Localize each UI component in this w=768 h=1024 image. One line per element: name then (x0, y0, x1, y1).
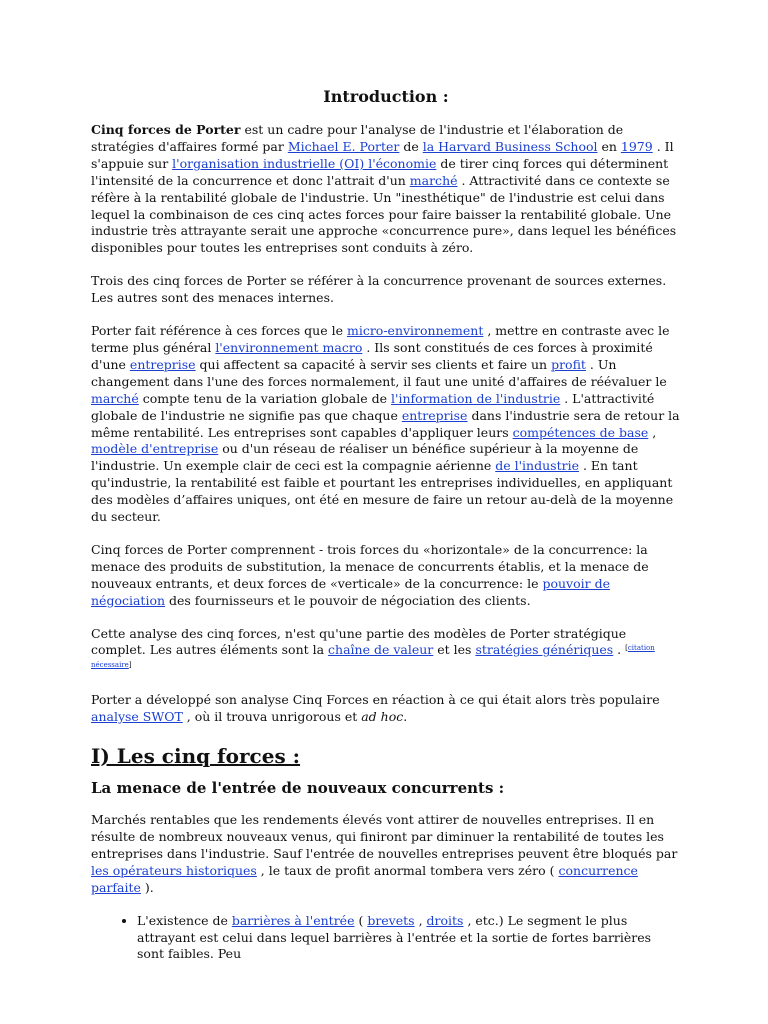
text: , etc.) Le segment le plus attrayant est celui dans lequel barrières à l'entrée et la sortie de fortes barrières sont faibles. Peu (137, 912, 652, 962)
link-entreprise[interactable]: entreprise (129, 356, 196, 372)
text: et les (433, 642, 476, 658)
text: Cinq forces de Porter comprennent - trois forces du «horizontale» de la concurrence: la menace des produits de substitution, la menace de concurrents établis, et la menace de nouveaux entrants, et deux forces de «verticale» de la concurrence: le (91, 541, 649, 591)
text: . En tant qu'industrie, la rentabilité est faible et pourtant les entreprises individuelles, en appliquant des modèles d’affaires uniques, ont été en mesure de faire un retour au-delà de la moyenne du secteur. (91, 458, 674, 525)
text: qui affectent sa capacité à servir ses clients et faire un (195, 356, 552, 372)
link-analyse-swot[interactable]: analyse SWOT (91, 709, 183, 725)
link-organisation-industrielle[interactable]: l'organisation industrielle (OI) l'économie (172, 155, 437, 171)
link-droits[interactable]: droits (426, 912, 464, 928)
link-harvard[interactable]: la Harvard Business School (422, 138, 598, 154)
link-marche-2[interactable]: marché (91, 390, 139, 406)
text: des fournisseurs et le pouvoir de négociation des clients. (165, 592, 531, 608)
link-pouvoir-de-negociation[interactable]: pouvoir de négociation (91, 575, 610, 608)
link-strategies-generiques[interactable]: stratégies génériques (475, 642, 614, 658)
link-citation-necessaire[interactable]: citation nécessaire (91, 644, 655, 670)
link-entreprise-2[interactable]: entreprise (401, 407, 468, 423)
text: , mettre en contraste avec le terme plus général (91, 323, 670, 355)
link-de-l-industrie[interactable]: de l'industrie (495, 458, 579, 474)
text: , où il trouva unrigorous et (182, 709, 362, 725)
link-1979[interactable]: 1979 (620, 138, 653, 154)
bold-term: Cinq forces de Porter (91, 122, 241, 137)
text: en (597, 138, 621, 154)
text: . Un changement dans l'une des forces normalement, il faut une unité d'affaires de réévaluer le (91, 356, 667, 389)
text: ou d'un réseau de réaliser un bénéfice supérieur à la moyenne de l'industrie. Un exemple clair de ceci est la compagnie aérienne (91, 441, 639, 474)
text: est un cadre pour l'analyse de l'industrie et l'élaboration de stratégies d'affaires formé par (91, 122, 624, 154)
paragraph-swot (91, 692, 681, 726)
link-environnement-macro[interactable]: l'environnement macro (215, 339, 363, 355)
text: Porter a développé son analyse Cinq Forces en réaction à ce qui était alors très populaire (91, 692, 660, 708)
text: Porter fait référence à ces forces que le (91, 323, 347, 339)
text: . Il s'appuie sur (91, 138, 674, 171)
list-item (137, 913, 681, 964)
text: . (403, 709, 408, 725)
link-barrieres-entree[interactable]: barrières à l'entrée (231, 912, 355, 928)
paragraph-intro (91, 122, 681, 257)
paragraph-five-forces-list (91, 542, 681, 610)
page-title: Introduction : (323, 87, 449, 106)
link-operateurs-historiques[interactable]: les opérateurs historiques (91, 862, 257, 878)
paragraph-strategic-model (91, 626, 681, 677)
subsection-heading: La menace de l'entrée de nouveaux concurrents : (91, 779, 505, 798)
link-concurrence-parfaite[interactable]: concurrence parfaite (91, 862, 638, 895)
text: ). (140, 879, 154, 895)
document-page (91, 86, 681, 963)
text: . Ils sont constitués de ces forces à proximité d'une (91, 339, 653, 372)
text: L'existence de (137, 912, 232, 928)
link-competences-de-base[interactable]: compétences de base (512, 424, 649, 440)
text: dans l'industrie sera de retour la même rentabilité. Les entreprises sont capables d'appliquer leurs (91, 407, 680, 440)
text: , (648, 424, 657, 440)
text: Marchés rentables que les rendements élevés vont attirer de nouvelles entreprises. Il en résulte de nombreux nouveaux venus, qui finiront par diminuer la rentabilité de toutes les entreprises dans l'industrie. Sauf l'entrée de nouvelles entreprises peuvent être bloqués par (91, 812, 678, 861)
text: compte tenu de la variation globale de (138, 390, 392, 406)
text: , le taux de profit anormal tombera vers zéro ( (256, 862, 559, 878)
link-brevets[interactable]: brevets (367, 912, 415, 928)
link-micro-environnement[interactable]: micro-environnement (346, 323, 484, 339)
paragraph-micro-environment (91, 323, 681, 526)
text: . (613, 642, 626, 658)
link-information-industrie[interactable]: l'information de l'industrie (391, 390, 561, 406)
text: , (414, 912, 427, 928)
bracket: [ (625, 644, 628, 653)
section-heading: I) Les cinq forces : (91, 744, 301, 769)
link-marche[interactable]: marché (409, 172, 458, 188)
text: . Attractivité dans ce contexte se réfère à la rentabilité globale de l'industrie. Un "inesthétique" de l'industrie est celui dans lequel la combinaison de ces cinq actes forces pour faire baisser la rentabilité globale. Une industrie très attrayante serait une approche «concurrence pure», dans lequel les bénéfices disponibles pour toutes les entreprises sont conduits à zéro. (91, 172, 677, 256)
text: ( (354, 912, 368, 928)
text: de (399, 138, 423, 154)
bracket: ] (128, 661, 132, 670)
italic-ad-hoc: ad hoc (361, 709, 404, 725)
link-profit[interactable]: profit (551, 356, 586, 372)
text: . L'attractivité globale de l'industrie ne signifie pas que chaque (91, 390, 655, 423)
bullet-list (91, 913, 681, 964)
link-modele-entreprise[interactable]: modèle d'entreprise (91, 441, 219, 457)
paragraph-new-entrants (91, 812, 681, 897)
link-michael-porter[interactable]: Michael E. Porter (287, 138, 400, 154)
text: de tirer cinq forces qui déterminent l'intensité de la concurrence et donc l'attrait d'un (91, 155, 669, 188)
link-chaine-de-valeur[interactable]: chaîne de valeur (328, 642, 434, 658)
paragraph-external-threats: Trois des cinq forces de Porter se référer à la concurrence provenant de sources externes. Les autres sont des menaces internes. (91, 273, 667, 306)
text: Cette analyse des cinq forces, n'est qu'une partie des modèles de Porter stratégique complet. Les autres éléments sont la (91, 625, 627, 658)
